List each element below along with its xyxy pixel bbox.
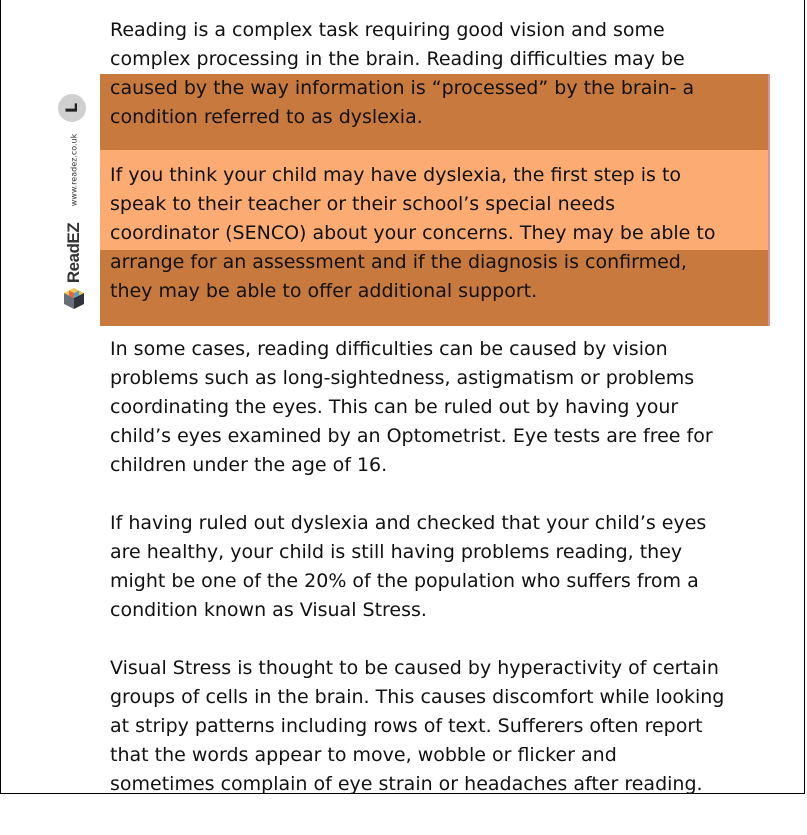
text-line: they may be able to offer additional support. (110, 280, 538, 302)
text-line: that the words appear to move, wobble or flicker and (110, 744, 617, 766)
paragraph (110, 16, 770, 132)
paragraph (110, 509, 770, 625)
document-body (110, 16, 770, 828)
paragraph (110, 161, 770, 306)
ruler-size-badge (58, 94, 86, 122)
text-line: If you think your child may have dyslexia, the first step is to (110, 164, 682, 186)
text-line: In some cases, reading difficulties can be caused by vision (110, 338, 668, 360)
text-line: complex processing in the brain. Reading difficulties may be (110, 48, 685, 70)
text-line: are healthy, your child is still having problems reading, they (110, 541, 683, 563)
paragraph (110, 654, 770, 799)
text-line: condition known as Visual Stress. (110, 599, 427, 621)
text-line: coordinator (SENCO) about your concerns. They may be able to (110, 222, 716, 244)
text-line: coordinating the eyes. This can be ruled out by having your (110, 396, 679, 418)
cube-logo-icon (62, 286, 86, 310)
text-line: arrange for an assessment and if the diagnosis is confirmed, (110, 251, 687, 273)
text-line: might be one of the 20% of the population who suffers from a (110, 570, 699, 592)
text-line: sometimes complain of eye strain or headaches after reading. (110, 773, 703, 795)
text-line: Visual Stress is thought to be caused by hyperactivity of certain (110, 657, 719, 679)
ruler-brand: ReadEZ (64, 222, 83, 284)
text-line: If having ruled out dyslexia and checked that your child’s eyes (110, 512, 707, 534)
ruler-size-letter: L (61, 102, 81, 114)
paragraph (110, 335, 770, 480)
text-line: children under the age of 16. (110, 454, 388, 476)
text-line: condition referred to as dyslexia. (110, 106, 423, 128)
text-line: speak to their teacher or their school’s special needs (110, 193, 615, 215)
ruler-url: www.readez.co.uk (69, 133, 79, 207)
text-line: problems such as long-sightedness, astigmatism or problems (110, 367, 695, 389)
text-line: Reading is a complex task requiring good vision and some (110, 19, 665, 41)
text-line: child’s eyes examined by an Optometrist. Eye tests are free for (110, 425, 713, 447)
text-line: caused by the way information is “processed” by the brain- a (110, 77, 695, 99)
text-line: at stripy patterns including rows of text. Sufferers often report (110, 715, 703, 737)
text-line: groups of cells in the brain. This causes discomfort while looking (110, 686, 725, 708)
